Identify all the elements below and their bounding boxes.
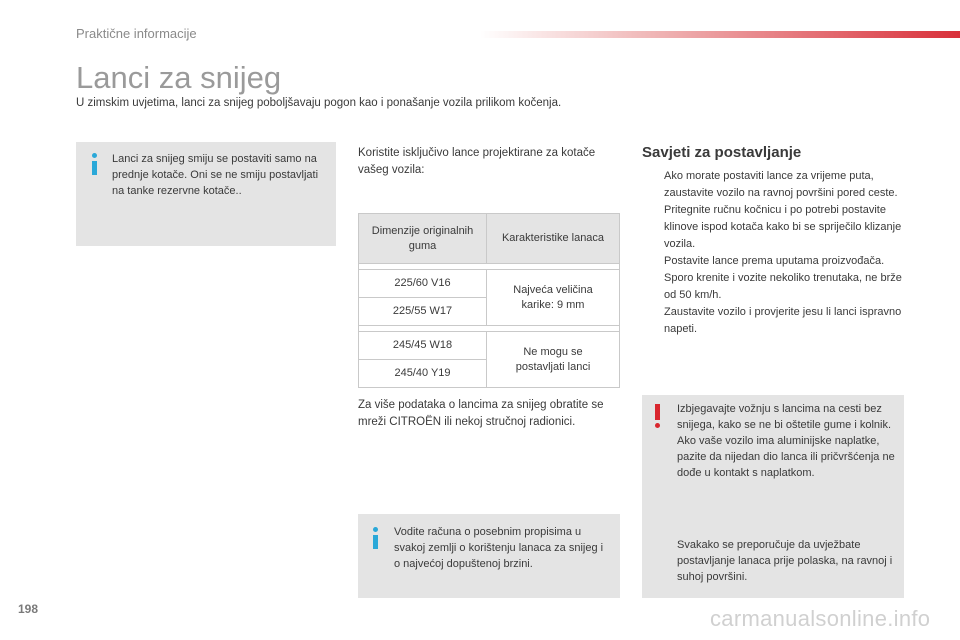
table-cell-size: 225/60 V16 bbox=[359, 270, 487, 298]
info-box-text: Lanci za snijeg smiju se postaviti samo na prednje kotače. Oni se ne smiju postavljati na tanke rezervne kotače.. bbox=[112, 153, 319, 197]
warning-text: Izbjegavajte vožnju s lancima na cesti bez snijega, kako se ne bi oštetile gume i kolnik. Ako vaše vozilo ima aluminijske naplatke, pazite da nijedan dio lanca ili pričvršćenja ne dođe u kontakt s naplatkom. bbox=[677, 403, 895, 479]
table-row bbox=[359, 332, 620, 360]
chains-spec-table bbox=[358, 213, 620, 388]
watermark: carmanualsonline.info bbox=[710, 606, 931, 631]
table-header-row bbox=[359, 214, 620, 264]
table-cell-characteristic: Ne mogu se postavljati lanci bbox=[487, 332, 620, 388]
info-box-regulations bbox=[358, 514, 620, 598]
table-header-chain-spec: Karakteristike lanaca bbox=[487, 214, 620, 264]
page-number: 198 bbox=[18, 602, 39, 616]
list-item: Postavite lance prema uputama proizvođača. bbox=[664, 255, 885, 267]
table-cell-size: 245/40 Y19 bbox=[359, 360, 487, 388]
page-title: Lanci za snijeg bbox=[76, 60, 282, 95]
chains-lead-text: Koristite isključivo lance projektirane za kotače vašeg vozila: bbox=[358, 147, 596, 176]
table-row bbox=[359, 270, 620, 298]
header-accent-bar bbox=[480, 31, 960, 38]
info-box-text: Vodite računa o posebnim propisima u svakoj zemlji o korištenju lanaca za snijeg i o najvećoj dopuštenoj brzini. bbox=[394, 526, 604, 570]
tips-title: Savjeti za postavljanje bbox=[642, 144, 802, 161]
warning-box bbox=[642, 395, 904, 598]
info-box-front-wheels bbox=[76, 142, 336, 246]
more-info-text: Za više podataka o lancima za snijeg obratite se mreži CITROËN ili nekoj stručnoj radionici. bbox=[358, 399, 604, 428]
tips-list bbox=[642, 168, 906, 338]
section-header: Praktične informacije bbox=[76, 26, 197, 41]
list-item: Zaustavite vozilo i provjerite jesu li lanci ispravno napeti. bbox=[664, 306, 902, 335]
warning-practice-text: Svakako se preporučuje da uvježbate postavljanje lanaca prije polaska, na ravnoj i suhoj površini. bbox=[677, 539, 893, 583]
table-cell-characteristic: Najveća veličina karike: 9 mm bbox=[487, 270, 620, 326]
table-header-tyre-size: Dimenzije originalnih guma bbox=[359, 214, 487, 264]
intro-text: U zimskim uvjetima, lanci za snijeg poboljšavaju pogon kao i ponašanje vozila prilikom kočenja. bbox=[76, 97, 562, 109]
list-item: Pritegnite ručnu kočnicu i po potrebi postavite klinove ispod kotača kako bi se spriječilo klizanje vozila. bbox=[664, 204, 902, 250]
list-item: Sporo krenite i vozite nekoliko trenutaka, ne brže od 50 km/h. bbox=[664, 272, 902, 301]
table-cell-size: 225/55 W17 bbox=[359, 298, 487, 326]
list-item: Ako morate postaviti lance za vrijeme puta, zaustavite vozilo na ravnoj površini pored ceste. bbox=[664, 170, 898, 199]
info-icon bbox=[91, 153, 99, 175]
info-icon bbox=[372, 527, 380, 549]
warning-icon bbox=[654, 404, 662, 428]
table-cell-size: 245/45 W18 bbox=[359, 332, 487, 360]
